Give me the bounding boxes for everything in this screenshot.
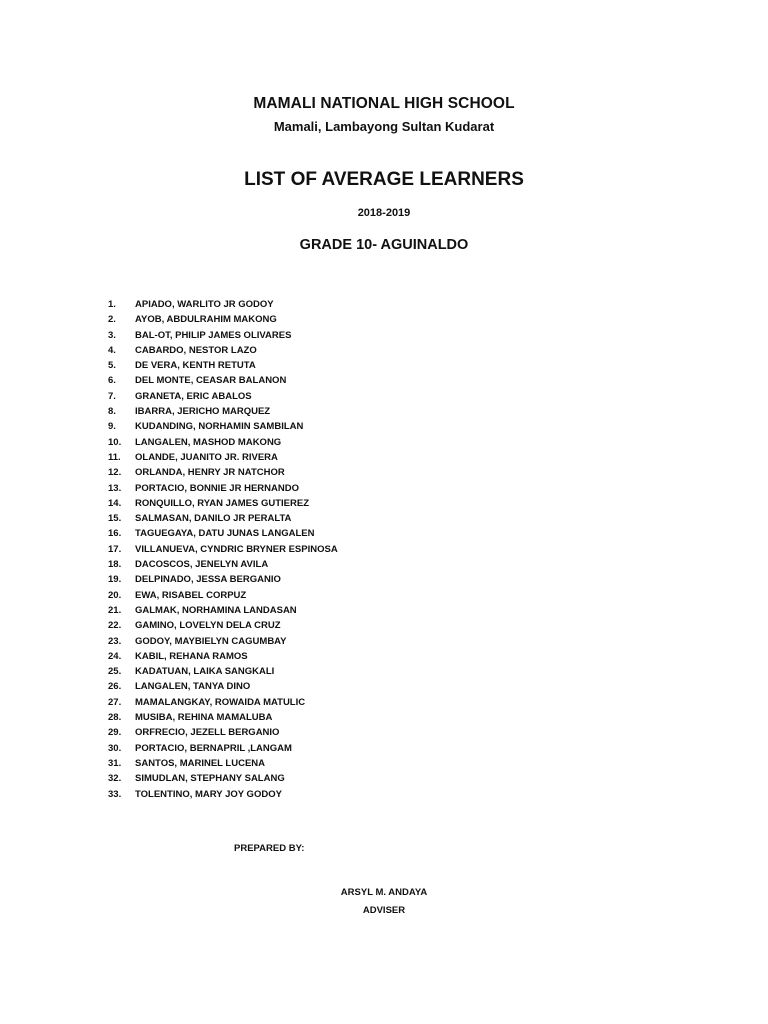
learner-name: DE VERA, KENTH RETUTA bbox=[135, 360, 256, 372]
learner-name: RONQUILLO, RYAN JAMES GUTIEREZ bbox=[135, 497, 310, 509]
learner-name: EWA, RISABEL CORPUZ bbox=[135, 589, 247, 601]
learner-number: 1. bbox=[108, 299, 116, 310]
learner-number: 18. bbox=[108, 559, 122, 571]
learner-number: 4. bbox=[108, 344, 116, 356]
learner-item bbox=[108, 679, 338, 694]
learner-name: KADATUAN, LAIKA SANGKALI bbox=[135, 666, 275, 678]
school-year: 2018-2019 bbox=[357, 207, 411, 219]
learner-name: ORLANDA, HENRY JR NATCHOR bbox=[135, 467, 285, 479]
learner-name: ORFRECIO, JEZELL BERGANIO bbox=[135, 727, 280, 739]
learner-name: AYOB, ABDULRAHIM MAKONG bbox=[135, 314, 277, 326]
learner-item bbox=[108, 297, 338, 312]
learner-item bbox=[108, 603, 338, 618]
learner-item bbox=[108, 741, 338, 756]
learner-name: MAMALANGKAY, ROWAIDA MATULIC bbox=[135, 696, 306, 708]
learner-number: 7. bbox=[108, 390, 116, 402]
learner-item bbox=[108, 328, 338, 343]
learner-number: 25. bbox=[108, 666, 122, 678]
learner-name: PORTACIO, BONNIE JR HERNANDO bbox=[135, 482, 299, 494]
learner-name: APIADO, WARLITO JR GODOY bbox=[135, 299, 274, 310]
learner-name: CABARDO, NESTOR LAZO bbox=[135, 344, 257, 356]
learner-number: 19. bbox=[108, 574, 122, 586]
learner-number: 24. bbox=[108, 650, 122, 662]
learner-name: DEL MONTE, CEASAR BALANON bbox=[135, 375, 287, 387]
learner-number: 9. bbox=[108, 421, 116, 433]
learner-number: 32. bbox=[108, 773, 122, 785]
learner-number: 29. bbox=[108, 727, 122, 739]
learner-name: LANGALEN, MASHOD MAKONG bbox=[135, 436, 282, 448]
learner-number: 8. bbox=[108, 406, 116, 418]
learner-item bbox=[108, 450, 338, 465]
learner-name: KUDANDING, NORHAMIN SAMBILAN bbox=[135, 421, 304, 433]
learner-number: 11. bbox=[108, 451, 121, 463]
learner-number: 21. bbox=[108, 604, 122, 616]
learner-name: KABIL, REHANA RAMOS bbox=[135, 650, 248, 662]
learner-number: 31. bbox=[108, 757, 122, 769]
document-title: LIST OF AVERAGE LEARNERS bbox=[244, 169, 524, 190]
adviser-name: ARSYL M. ANDAYA bbox=[340, 887, 428, 898]
learner-number: 17. bbox=[108, 543, 122, 555]
learner-number: 14. bbox=[108, 497, 122, 509]
learner-number: 22. bbox=[108, 620, 122, 632]
learner-number: 5. bbox=[108, 360, 116, 372]
learner-number: 15. bbox=[108, 513, 122, 525]
learner-item bbox=[108, 343, 338, 358]
learner-item bbox=[108, 664, 338, 679]
learner-number: 10. bbox=[108, 436, 122, 448]
learner-item bbox=[108, 649, 338, 664]
learner-number: 16. bbox=[108, 528, 122, 540]
learner-number: 13. bbox=[108, 482, 122, 494]
grade-section: GRADE 10- AGUINALDO bbox=[299, 237, 469, 253]
learner-name: VILLANUEVA, CYNDRIC BRYNER ESPINOSA bbox=[135, 543, 338, 555]
learner-number: 12. bbox=[108, 467, 122, 479]
learner-item bbox=[108, 725, 338, 740]
learner-name: TAGUEGAYA, DATU JUNAS LANGALEN bbox=[135, 528, 315, 540]
learner-item bbox=[108, 373, 338, 388]
learner-item bbox=[108, 435, 338, 450]
learner-number: 20. bbox=[108, 589, 122, 601]
learner-name: LANGALEN, TANYA DINO bbox=[135, 681, 251, 693]
learner-name: GODOY, MAYBIELYN CAGUMBAY bbox=[135, 635, 287, 647]
learner-name: TOLENTINO, MARY JOY GODOY bbox=[135, 788, 282, 800]
learner-name: MUSIBA, REHINA MAMALUBA bbox=[135, 712, 273, 724]
learner-number: 3. bbox=[108, 329, 116, 341]
learner-item bbox=[108, 496, 338, 511]
learner-item bbox=[108, 695, 338, 710]
learner-item bbox=[108, 634, 338, 649]
learner-item bbox=[108, 419, 338, 434]
learner-name: BAL-OT, PHILIP JAMES OLIVARES bbox=[135, 329, 292, 341]
learner-item bbox=[108, 618, 338, 633]
learner-item bbox=[108, 542, 338, 557]
learner-name: SANTOS, MARINEL LUCENA bbox=[135, 757, 266, 769]
school-address: Mamali, Lambayong Sultan Kudarat bbox=[273, 119, 495, 134]
learner-number: 6. bbox=[108, 375, 116, 387]
learner-item bbox=[108, 389, 338, 404]
learner-item bbox=[108, 511, 338, 526]
learner-name: IBARRA, JERICHO MARQUEZ bbox=[135, 406, 271, 418]
learner-item bbox=[108, 481, 338, 496]
school-name: MAMALI NATIONAL HIGH SCHOOL bbox=[253, 95, 515, 112]
learner-item bbox=[108, 756, 338, 771]
learner-name: SALMASAN, DANILO JR PERALTA bbox=[135, 513, 292, 525]
adviser-role: ADVISER bbox=[362, 905, 406, 916]
learner-name: PORTACIO, BERNAPRIL ,LANGAM bbox=[135, 742, 292, 754]
learner-number: 33. bbox=[108, 788, 122, 800]
learner-item bbox=[108, 771, 338, 786]
learner-item bbox=[108, 526, 338, 541]
learner-item bbox=[108, 557, 338, 572]
learner-name: DACOSCOS, JENELYN AVILA bbox=[135, 559, 269, 571]
learner-item bbox=[108, 787, 338, 802]
learner-name: OLANDE, JUANITO JR. RIVERA bbox=[135, 451, 278, 463]
learner-item bbox=[108, 710, 338, 725]
prepared-by-label: PREPARED BY: bbox=[234, 843, 305, 854]
learner-item bbox=[108, 588, 338, 603]
learner-item bbox=[108, 572, 338, 587]
learner-number: 26. bbox=[108, 681, 122, 693]
learner-item bbox=[108, 404, 338, 419]
learner-list bbox=[108, 297, 338, 802]
learner-number: 30. bbox=[108, 742, 122, 754]
learner-name: GRANETA, ERIC ABALOS bbox=[135, 390, 252, 402]
learner-name: GAMINO, LOVELYN DELA CRUZ bbox=[135, 620, 281, 632]
learner-name: GALMAK, NORHAMINA LANDASAN bbox=[135, 604, 297, 616]
learner-name: SIMUDLAN, STEPHANY SALANG bbox=[135, 773, 285, 785]
learner-number: 28. bbox=[108, 712, 122, 724]
learner-item bbox=[108, 358, 338, 373]
learner-name: DELPINADO, JESSA BERGANIO bbox=[135, 574, 281, 586]
learner-number: 2. bbox=[108, 314, 116, 326]
learner-item bbox=[108, 465, 338, 480]
learner-number: 23. bbox=[108, 635, 122, 647]
learner-item bbox=[108, 312, 338, 327]
learner-number: 27. bbox=[108, 696, 122, 708]
